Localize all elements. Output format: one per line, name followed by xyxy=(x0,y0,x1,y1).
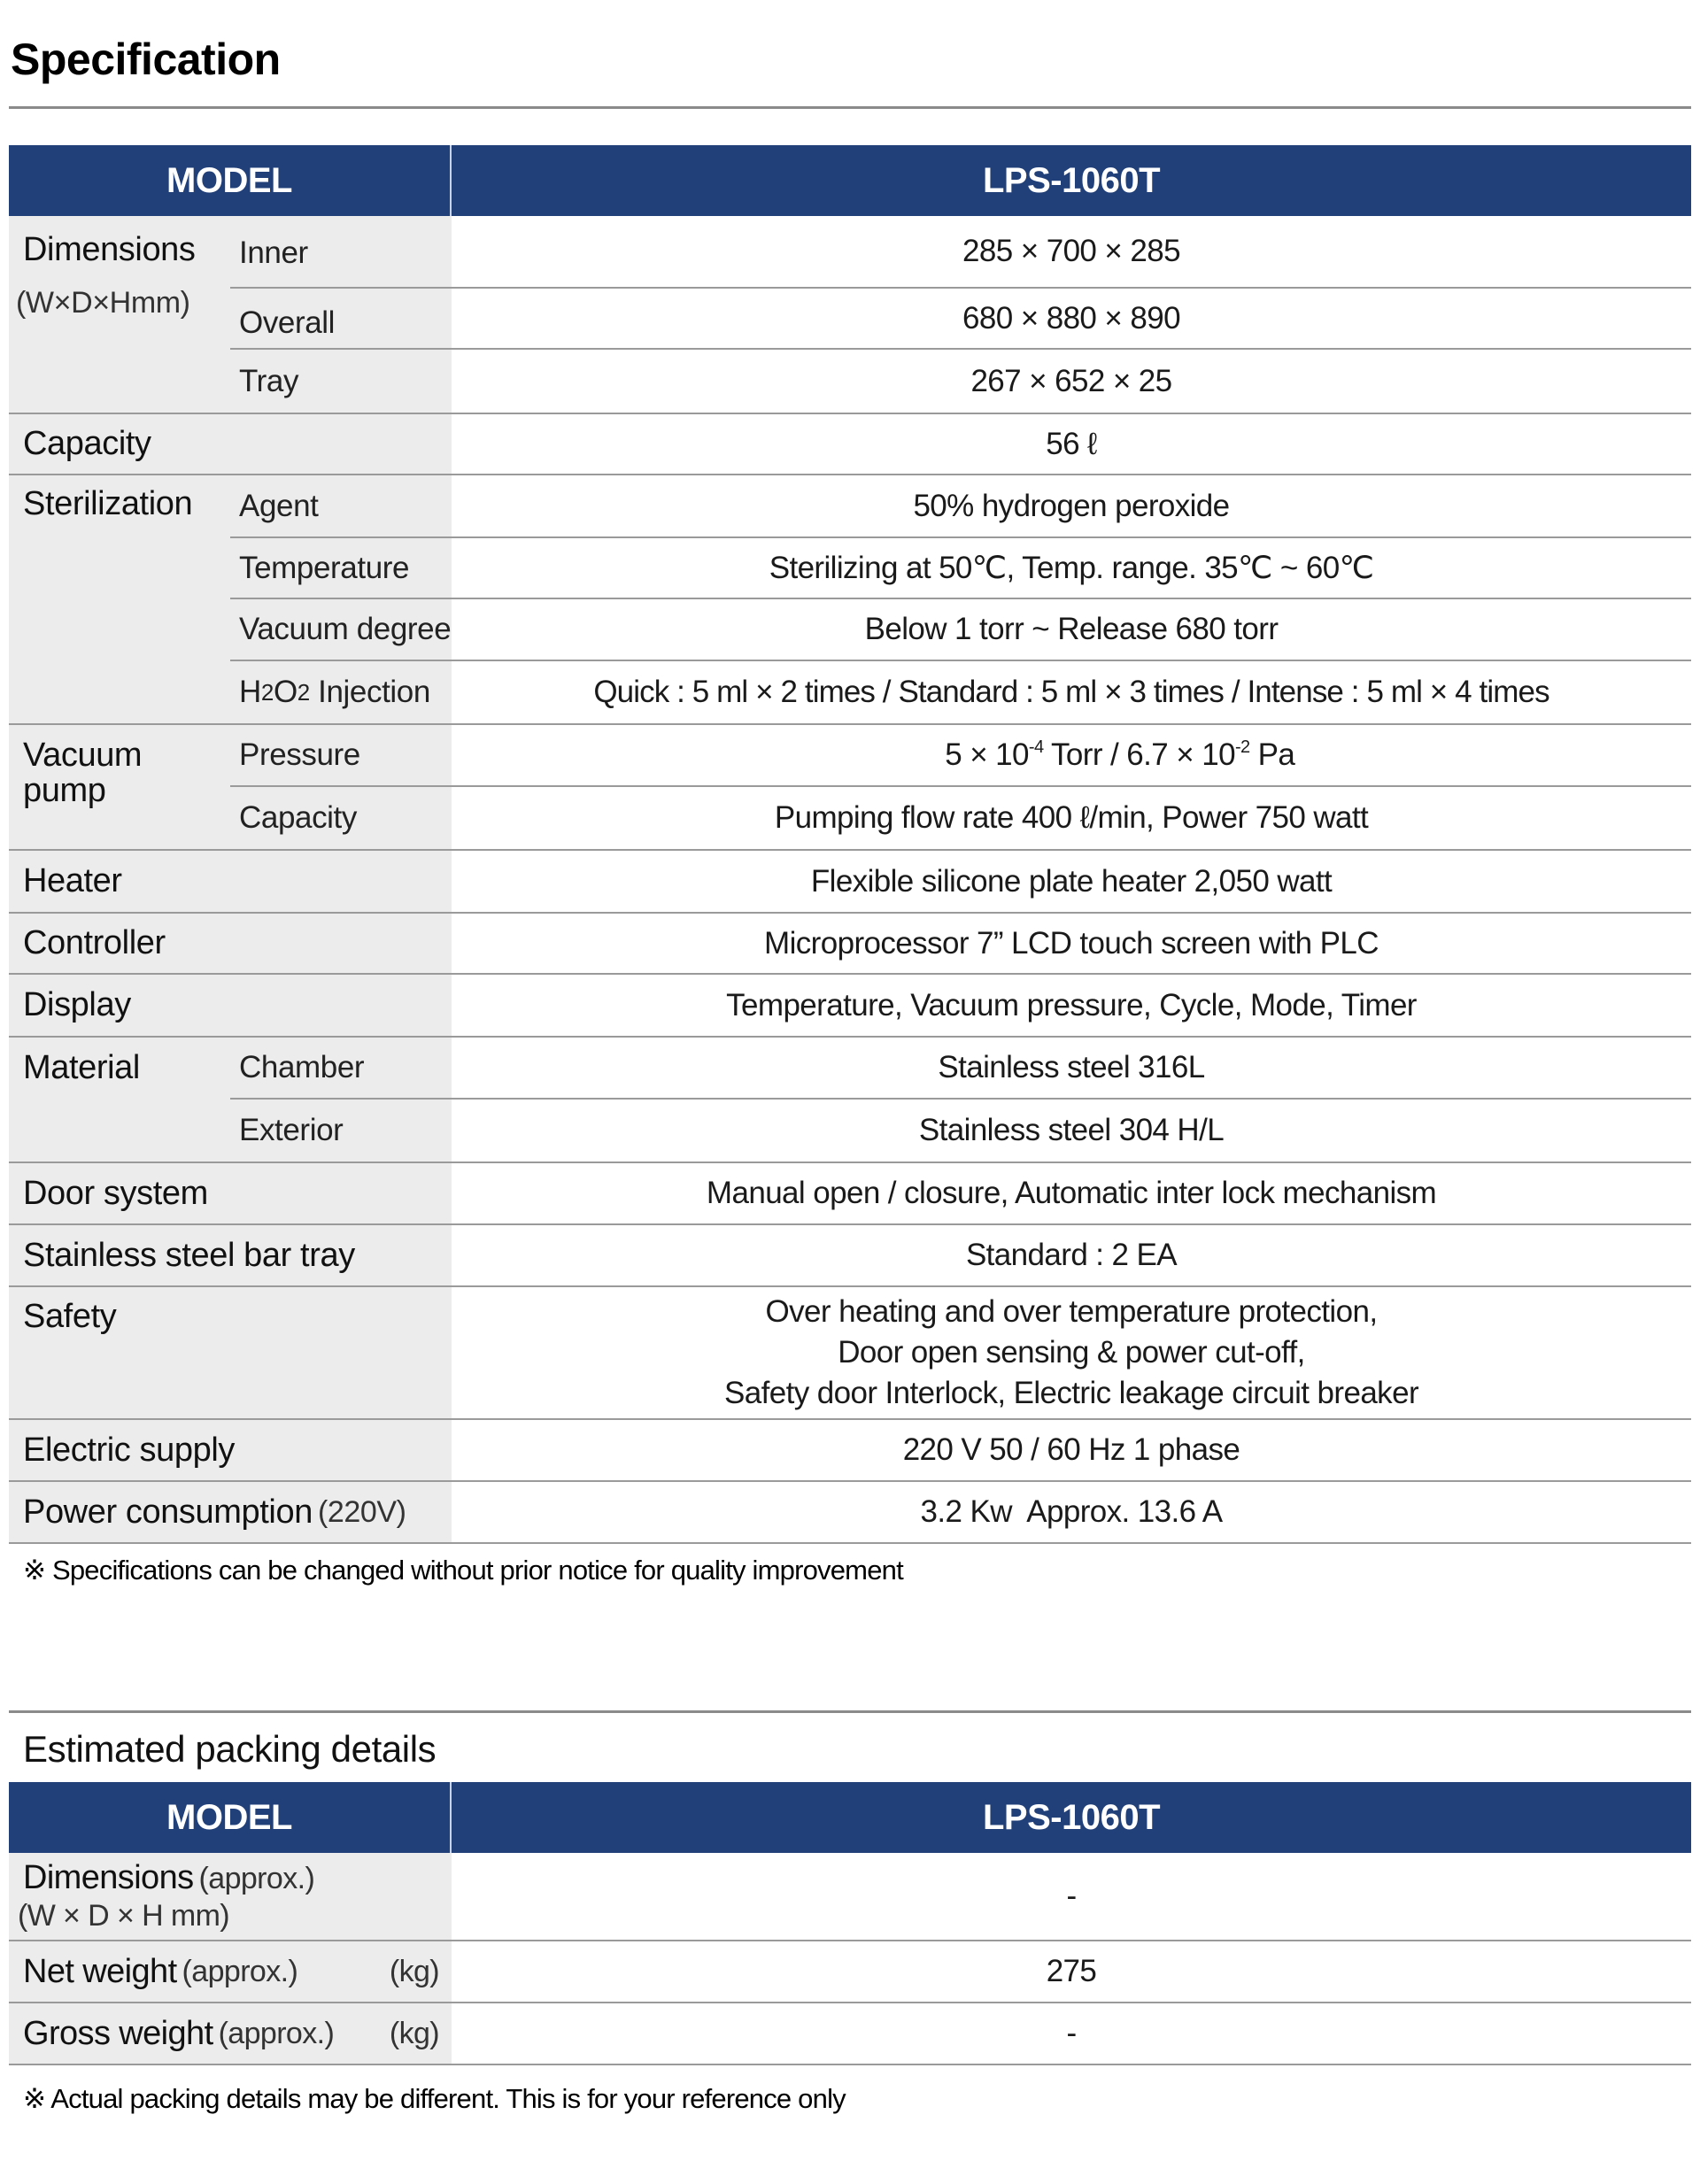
sub-label: Capacity xyxy=(230,787,452,849)
table-row-controller xyxy=(9,914,1691,975)
header-model-value-cell xyxy=(452,1782,1691,1853)
label-part: 2 xyxy=(260,678,274,706)
sub-label: Temperature xyxy=(230,538,452,598)
label-text: Gross weight xyxy=(23,2014,213,2052)
page-title: Specification xyxy=(11,35,281,84)
dimensions-unit: (W×D×Hmm) xyxy=(16,286,190,320)
sub-label: Pressure xyxy=(230,725,452,785)
row-group-sterilization xyxy=(9,475,1691,725)
label-text: Net weight xyxy=(23,1952,177,1990)
table-row xyxy=(230,1100,1691,1161)
value-cell xyxy=(452,1287,1691,1418)
row-label xyxy=(9,1853,452,1940)
header-model-cell xyxy=(9,145,452,216)
safety-line: Door open sensing & power cut-off, xyxy=(838,1335,1305,1370)
sub-label: Tray xyxy=(230,350,452,413)
table-row xyxy=(230,599,1691,661)
specification-table xyxy=(9,145,1691,1544)
row-group-material xyxy=(9,1038,1691,1163)
row-label xyxy=(9,1482,406,1542)
label-text: Dimensions xyxy=(23,1858,194,1896)
table-row-electric-supply xyxy=(9,1420,1691,1482)
unit-label: (kg) xyxy=(389,2016,439,2050)
value-cell: 3.2 Kw Approx. 13.6 A xyxy=(920,1494,1223,1529)
table-row-gross-weight xyxy=(9,2003,1691,2065)
table-row xyxy=(230,289,1691,350)
value-cell: Quick : 5 ml × 2 times / Standard : 5 ml × 3 times / Intense : 5 ml × 4 times xyxy=(593,675,1549,709)
value-cell: Standard : 2 EA xyxy=(965,1238,1178,1272)
table-row-door-system xyxy=(9,1163,1691,1225)
value-cell: Manual open / closure, Automatic inter lock mechanism xyxy=(706,1176,1437,1210)
value-cell: 220 V 50 / 60 Hz 1 phase xyxy=(902,1432,1240,1467)
value-cell: Microprocessor 7” LCD touch screen with PLC xyxy=(764,925,1379,961)
sub-label: Chamber xyxy=(230,1038,452,1098)
safety-line: Safety door Interlock, Electric leakage circuit breaker xyxy=(723,1376,1419,1410)
sub-label: Vacuum degree xyxy=(230,599,452,660)
safety-line: Over heating and over temperature protection, xyxy=(765,1294,1378,1329)
header-model-value-cell xyxy=(452,145,1691,216)
header-model-label: MODEL xyxy=(166,1797,292,1837)
label-part: O xyxy=(273,675,298,709)
label-part: Injection xyxy=(309,675,430,709)
row-label-sterilization: Sterilization xyxy=(9,475,230,723)
table-row xyxy=(230,725,1691,787)
table-row xyxy=(230,538,1691,599)
value-cell xyxy=(452,725,1691,785)
row-label xyxy=(9,1941,452,2002)
label-suffix: (220V) xyxy=(317,1494,406,1529)
table-row-display xyxy=(9,975,1691,1038)
row-label: Electric supply xyxy=(23,1431,235,1469)
row-label: Controller xyxy=(23,924,166,961)
label-line: (W × D × H mm) xyxy=(18,1898,230,1933)
sub-label: Exterior xyxy=(230,1100,452,1161)
table-row xyxy=(230,475,1691,538)
table-row-safety xyxy=(9,1287,1691,1420)
table-header xyxy=(9,1782,1691,1853)
value-cell: 285 × 700 × 285 xyxy=(962,234,1180,268)
header-model-label: MODEL xyxy=(166,160,292,200)
title-divider xyxy=(9,106,1691,109)
row-label: Capacity xyxy=(23,425,151,462)
exponent: -4 xyxy=(1028,737,1044,757)
value-cell: - xyxy=(1066,2016,1077,2050)
table-row xyxy=(230,1038,1691,1100)
value-cell: - xyxy=(1066,1879,1077,1913)
value-part: Torr / 6.7 × 10 xyxy=(1043,737,1235,772)
row-group-vacuum-pump xyxy=(9,725,1691,851)
label-line: pump xyxy=(23,772,106,809)
sub-label: Agent xyxy=(230,475,452,536)
section-divider xyxy=(9,1710,1691,1713)
packing-footnote: ※ Actual packing details may be different. This is for your reference only xyxy=(23,2083,846,2114)
value-cell: 680 × 880 × 890 xyxy=(962,300,1180,336)
packing-section-title: Estimated packing details xyxy=(23,1728,437,1770)
row-label-vacuum-pump xyxy=(9,725,230,849)
exponent: -2 xyxy=(1234,737,1250,757)
sub-label: Overall xyxy=(230,289,452,348)
table-header xyxy=(9,145,1691,216)
unit-label: (kg) xyxy=(389,1954,439,1988)
value-cell: Pumping flow rate 400 ℓ/min, Power 750 watt xyxy=(774,800,1369,835)
sub-label-h2o2-injection xyxy=(230,661,452,723)
row-group-dimensions xyxy=(9,216,1691,414)
value-part: 5 × 10 xyxy=(945,737,1029,772)
value-cell: 56 ℓ xyxy=(1046,426,1097,461)
header-model-value: LPS-1060T xyxy=(982,160,1161,200)
packing-table xyxy=(9,1782,1691,2065)
label-part: 2 xyxy=(297,678,310,706)
label-part: H xyxy=(239,675,261,709)
row-label xyxy=(9,2003,452,2064)
value-part: Pa xyxy=(1249,737,1295,772)
sub-label: Inner xyxy=(230,216,452,287)
row-label-dimensions xyxy=(9,216,230,413)
table-row-capacity xyxy=(9,414,1691,475)
row-label: Heater xyxy=(23,862,122,899)
table-row-power-consumption xyxy=(9,1482,1691,1544)
label-suffix: (approx.) xyxy=(182,1954,298,1988)
value-cell: Sterilizing at 50℃, Temp. range. 35℃ ~ 60℃ xyxy=(769,550,1374,585)
row-label: Display xyxy=(23,986,131,1023)
label-suffix: (approx.) xyxy=(218,2016,335,2050)
value-cell: Stainless steel 316L xyxy=(938,1050,1205,1084)
value-cell: Temperature, Vacuum pressure, Cycle, Mode, Timer xyxy=(726,987,1417,1023)
value-cell: 267 × 652 × 25 xyxy=(970,363,1172,398)
value-cell: 50% hydrogen peroxide xyxy=(913,488,1230,523)
row-label: Stainless steel bar tray xyxy=(23,1236,355,1274)
table-row xyxy=(230,350,1691,413)
table-row-packing-dimensions xyxy=(9,1853,1691,1941)
label-line: Vacuum xyxy=(23,737,143,774)
spec-footnote: ※ Specifications can be changed without prior notice for quality improvement xyxy=(23,1555,903,1586)
table-row-heater xyxy=(9,851,1691,914)
value-cell: Below 1 torr ~ Release 680 torr xyxy=(864,612,1279,646)
value-cell: Stainless steel 304 H/L xyxy=(918,1113,1225,1147)
table-row-bar-tray xyxy=(9,1225,1691,1287)
row-label-material: Material xyxy=(9,1038,230,1161)
header-model-value: LPS-1060T xyxy=(982,1797,1161,1837)
header-model-cell xyxy=(9,1782,452,1853)
row-label: Safety xyxy=(23,1298,117,1335)
table-row xyxy=(230,216,1691,289)
value-cell: 275 xyxy=(1046,1954,1097,1988)
row-label: Door system xyxy=(23,1174,208,1212)
dimensions-label: Dimensions xyxy=(23,231,196,268)
table-row xyxy=(230,787,1691,849)
label-text: Power consumption xyxy=(23,1493,313,1531)
table-row-net-weight xyxy=(9,1941,1691,2003)
label-suffix: (approx.) xyxy=(198,1861,315,1895)
value-cell: Flexible silicone plate heater 2,050 watt xyxy=(810,863,1333,899)
